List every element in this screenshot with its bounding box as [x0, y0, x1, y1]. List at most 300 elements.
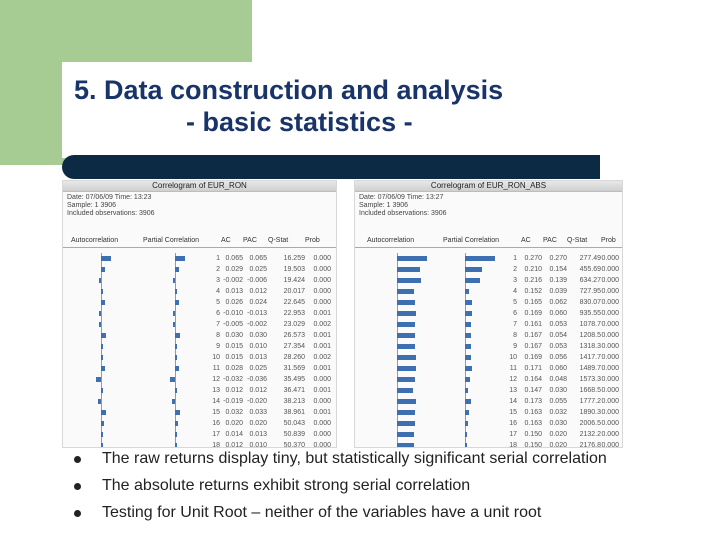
column-header: Autocorrelation [71, 237, 119, 244]
lag-cell: 14 [509, 398, 517, 405]
pac-cell: -0.002 [247, 321, 267, 328]
table-row [63, 341, 336, 352]
column-header: Partial Correlation [143, 237, 200, 244]
partial-correlation-bar [175, 267, 179, 272]
ac-cell: -0.019 [223, 398, 243, 405]
column-header: PAC [543, 237, 557, 244]
partial-correlation-bar [465, 399, 471, 404]
lag-cell: 8 [216, 332, 220, 339]
pac-cell: 0.030 [249, 332, 267, 339]
table-row [355, 352, 622, 363]
table-row [63, 253, 336, 264]
qstat-cell: 727.95 [579, 288, 601, 295]
ac-cell: 0.029 [225, 266, 243, 273]
partial-correlation-bar [465, 421, 468, 426]
table-row [355, 253, 622, 264]
pac-cell: 0.025 [249, 266, 267, 273]
prob-cell: 0.000 [313, 255, 331, 262]
autocorrelation-bar [101, 421, 104, 426]
panel-title: Correlogram of EUR_RON_ABS [355, 181, 622, 192]
prob-cell: 0.000 [601, 332, 619, 339]
autocorrelation-bar [101, 300, 105, 305]
prob-cell: 0.000 [601, 310, 619, 317]
lag-cell: 1 [216, 255, 220, 262]
autocorrelation-bar [397, 311, 416, 316]
qstat-cell: 1489.7 [579, 365, 601, 372]
lag-cell: 4 [216, 288, 220, 295]
lag-cell: 4 [513, 288, 517, 295]
pac-cell: 0.010 [249, 343, 267, 350]
column-header: AC [221, 237, 231, 244]
partial-correlation-bar [465, 322, 471, 327]
qstat-cell: 455.69 [579, 266, 601, 273]
partial-correlation-bar [175, 421, 178, 426]
table-row [355, 374, 622, 385]
pac-cell: 0.024 [249, 299, 267, 306]
qstat-cell: 1777.2 [579, 398, 601, 405]
partial-correlation-bar [465, 333, 471, 338]
qstat-cell: 19.503 [283, 266, 305, 273]
partial-correlation-bar [465, 344, 471, 349]
panel-meta [63, 192, 336, 218]
bullet-dot-icon [74, 510, 81, 517]
ac-cell: 0.150 [524, 442, 542, 448]
autocorrelation-bar [101, 256, 111, 261]
ac-cell: 0.167 [524, 343, 542, 350]
column-header: Autocorrelation [367, 237, 415, 244]
autocorrelation-bar [101, 432, 103, 437]
table-row [63, 374, 336, 385]
lag-cell: 10 [509, 354, 517, 361]
lag-cell: 1 [513, 255, 517, 262]
lag-cell: 6 [216, 310, 220, 317]
table-row [63, 429, 336, 440]
autocorrelation-bar [99, 322, 101, 327]
lag-cell: 7 [216, 321, 220, 328]
pac-cell: 0.054 [549, 332, 567, 339]
lag-cell: 8 [513, 332, 517, 339]
pac-cell: 0.065 [249, 255, 267, 262]
lag-cell: 16 [212, 420, 220, 427]
table-row [63, 385, 336, 396]
pac-cell: 0.053 [549, 321, 567, 328]
partial-correlation-bar [175, 256, 185, 261]
ac-cell: 0.165 [524, 299, 542, 306]
table-row [355, 297, 622, 308]
lag-cell: 14 [212, 398, 220, 405]
lag-cell: 12 [509, 376, 517, 383]
autocorrelation-bar [101, 410, 106, 415]
autocorrelation-bar [397, 366, 416, 371]
ac-cell: 0.028 [225, 365, 243, 372]
pac-cell: 0.053 [549, 343, 567, 350]
partial-correlation-bar [175, 300, 179, 305]
qstat-cell: 31.569 [283, 365, 305, 372]
autocorrelation-bar [101, 267, 105, 272]
lag-cell: 17 [212, 431, 220, 438]
table-row [355, 396, 622, 407]
bullet-text: Testing for Unit Root – neither of the variables have a unit root [102, 504, 542, 521]
ac-cell: 0.216 [524, 277, 542, 284]
correlogram-panel-eur-ron [62, 180, 337, 448]
autocorrelation-bar [397, 421, 415, 426]
panel-meta-line: Date: 07/06/09 Time: 13:27 [359, 194, 444, 201]
partial-correlation-bar [465, 289, 469, 294]
table-row [63, 330, 336, 341]
lag-cell: 12 [212, 376, 220, 383]
prob-cell: 0.000 [601, 398, 619, 405]
autocorrelation-bar [397, 300, 415, 305]
correlogram-panel-eur-ron-abs [354, 180, 623, 448]
bullet-text: The absolute returns exhibit strong serial correlation [102, 477, 471, 494]
header-rule [355, 247, 622, 248]
qstat-cell: 20.017 [283, 288, 305, 295]
pac-cell: 0.055 [549, 398, 567, 405]
qstat-cell: 1573.3 [579, 376, 601, 383]
table-row [355, 363, 622, 374]
qstat-cell: 1668.5 [579, 387, 601, 394]
qstat-cell: 26.573 [283, 332, 305, 339]
pac-cell: -0.036 [247, 376, 267, 383]
ac-cell: -0.002 [223, 277, 243, 284]
autocorrelation-bar [397, 289, 414, 294]
table-row [63, 297, 336, 308]
slide-title-line2: - basic statistics - [186, 107, 413, 137]
prob-cell: 0.000 [601, 277, 619, 284]
bullet-list [74, 448, 607, 529]
autocorrelation-bar [101, 366, 105, 371]
pac-cell: 0.030 [549, 420, 567, 427]
ac-cell: 0.150 [524, 431, 542, 438]
autocorrelation-bar [397, 355, 416, 360]
pac-cell: 0.032 [549, 409, 567, 416]
column-header: Q-Stat [567, 237, 588, 244]
header-rule [63, 247, 336, 248]
autocorrelation-bar [397, 333, 415, 338]
panel-meta-line: Date: 07/06/09 Time: 13:23 [67, 194, 152, 201]
lag-cell: 9 [216, 343, 220, 350]
prob-cell: 0.000 [601, 365, 619, 372]
qstat-cell: 38.213 [283, 398, 305, 405]
autocorrelation-bar [397, 399, 416, 404]
ac-cell: 0.020 [225, 420, 243, 427]
ac-cell: 0.147 [524, 387, 542, 394]
prob-cell: 0.000 [601, 387, 619, 394]
lag-cell: 15 [212, 409, 220, 416]
partial-correlation-bar [173, 322, 175, 327]
qstat-cell: 2176.8 [579, 442, 601, 448]
autocorrelation-bar [101, 344, 103, 349]
lag-cell: 10 [212, 354, 220, 361]
autocorrelation-bar [101, 333, 106, 338]
partial-correlation-bar [175, 344, 177, 349]
partial-correlation-bar [170, 377, 175, 382]
lag-cell: 11 [212, 365, 220, 372]
ac-cell: 0.171 [524, 365, 542, 372]
lag-cell: 2 [216, 266, 220, 273]
pac-cell: 0.056 [549, 354, 567, 361]
lag-cell: 3 [216, 277, 220, 284]
qstat-cell: 36.471 [283, 387, 305, 394]
autocorrelation-bar [397, 432, 414, 437]
partial-correlation-bar [465, 267, 482, 272]
qstat-cell: 2006.5 [579, 420, 601, 427]
qstat-cell: 16.259 [283, 255, 305, 262]
table-row [355, 264, 622, 275]
bullet-dot-icon [74, 483, 81, 490]
panel-meta-line: Included observations: 3906 [67, 210, 155, 217]
table-row [355, 407, 622, 418]
prob-cell: 0.001 [313, 332, 331, 339]
prob-cell: 0.000 [313, 420, 331, 427]
lag-cell: 15 [509, 409, 517, 416]
partial-correlation-bar [465, 366, 472, 371]
pac-cell: 0.013 [249, 431, 267, 438]
column-header: Prob [601, 237, 616, 244]
prob-cell: 0.002 [313, 354, 331, 361]
qstat-cell: 22.645 [283, 299, 305, 306]
pac-cell: 0.012 [249, 288, 267, 295]
pac-cell: 0.020 [549, 431, 567, 438]
panel-meta [355, 192, 622, 218]
table-row [355, 341, 622, 352]
lag-cell: 13 [509, 387, 517, 394]
ac-cell: 0.164 [524, 376, 542, 383]
autocorrelation-bar [101, 388, 103, 393]
partial-correlation-bar [465, 278, 480, 283]
table-row [355, 440, 622, 448]
prob-cell: 0.000 [601, 343, 619, 350]
qstat-cell: 830.07 [579, 299, 601, 306]
prob-cell: 0.000 [313, 277, 331, 284]
column-header: Prob [305, 237, 320, 244]
prob-cell: 0.001 [313, 365, 331, 372]
autocorrelation-bar [397, 410, 415, 415]
qstat-cell: 22.953 [283, 310, 305, 317]
prob-cell: 0.001 [313, 409, 331, 416]
autocorrelation-bar [397, 322, 415, 327]
ac-cell: 0.270 [524, 255, 542, 262]
partial-correlation-bar [465, 311, 472, 316]
pac-cell: 0.025 [249, 365, 267, 372]
prob-cell: 0.000 [313, 266, 331, 273]
table-row [355, 429, 622, 440]
qstat-cell: 28.260 [283, 354, 305, 361]
table-row [355, 319, 622, 330]
partial-correlation-bar [465, 300, 472, 305]
autocorrelation-bar [99, 278, 101, 283]
qstat-cell: 1318.3 [579, 343, 601, 350]
ac-cell: -0.005 [223, 321, 243, 328]
prob-cell: 0.000 [601, 354, 619, 361]
pac-cell: 0.033 [249, 409, 267, 416]
bullet-dot-icon [74, 456, 81, 463]
ac-cell: -0.032 [223, 376, 243, 383]
ac-cell: 0.173 [524, 398, 542, 405]
autocorrelation-bar [397, 278, 421, 283]
qstat-cell: 35.495 [283, 376, 305, 383]
lag-cell: 18 [212, 442, 220, 448]
ac-cell: 0.012 [225, 387, 243, 394]
prob-cell: 0.000 [601, 288, 619, 295]
ac-cell: 0.169 [524, 354, 542, 361]
partial-correlation-bar [175, 355, 177, 360]
lag-cell: 5 [216, 299, 220, 306]
slide-title-line1: 5. Data construction and analysis [74, 75, 504, 105]
ac-cell: 0.167 [524, 332, 542, 339]
partial-correlation-bar [175, 366, 179, 371]
autocorrelation-bar [99, 311, 101, 316]
partial-correlation-bar [175, 388, 177, 393]
partial-correlation-bar [465, 388, 468, 393]
lag-cell: 5 [513, 299, 517, 306]
pac-cell: 0.060 [549, 365, 567, 372]
prob-cell: 0.001 [313, 343, 331, 350]
lag-cell: 16 [509, 420, 517, 427]
autocorrelation-bar [96, 377, 101, 382]
pac-cell: -0.020 [247, 398, 267, 405]
column-header: Partial Correlation [443, 237, 500, 244]
slide-title [74, 74, 503, 138]
autocorrelation-bar [397, 344, 415, 349]
prob-cell: 0.000 [313, 442, 331, 448]
ac-cell: 0.015 [225, 354, 243, 361]
ac-cell: 0.015 [225, 343, 243, 350]
pac-cell: 0.020 [549, 442, 567, 448]
qstat-cell: 38.961 [283, 409, 305, 416]
prob-cell: 0.000 [313, 299, 331, 306]
lag-cell: 11 [509, 365, 517, 372]
ac-cell: 0.014 [225, 431, 243, 438]
table-row [63, 396, 336, 407]
table-row [355, 308, 622, 319]
lag-cell: 7 [513, 321, 517, 328]
lag-cell: 6 [513, 310, 517, 317]
table-row [355, 385, 622, 396]
prob-cell: 0.000 [601, 431, 619, 438]
bullet-item [74, 502, 607, 529]
ac-cell: 0.163 [524, 409, 542, 416]
ac-cell: 0.065 [225, 255, 243, 262]
table-row [355, 330, 622, 341]
pac-cell: 0.010 [249, 442, 267, 448]
pac-cell: 0.013 [249, 354, 267, 361]
column-header: PAC [243, 237, 257, 244]
autocorrelation-bar [397, 377, 415, 382]
qstat-cell: 634.27 [579, 277, 601, 284]
qstat-cell: 19.424 [283, 277, 305, 284]
lag-cell: 3 [513, 277, 517, 284]
qstat-cell: 1208.5 [579, 332, 601, 339]
autocorrelation-bar [98, 399, 101, 404]
ac-cell: 0.012 [225, 442, 243, 448]
qstat-cell: 1890.3 [579, 409, 601, 416]
partial-correlation-bar [465, 410, 469, 415]
pac-cell: 0.270 [549, 255, 567, 262]
autocorrelation-bar [397, 256, 427, 261]
pac-cell: 0.139 [549, 277, 567, 284]
panel-meta-line: Sample: 1 3906 [67, 202, 117, 209]
table-row [63, 352, 336, 363]
prob-cell: 0.000 [601, 442, 619, 448]
ac-cell: 0.030 [225, 332, 243, 339]
pac-cell: 0.020 [249, 420, 267, 427]
partial-correlation-bar [465, 256, 495, 261]
prob-cell: 0.000 [601, 376, 619, 383]
panel-meta-line: Sample: 1 3906 [359, 202, 409, 209]
pac-cell: 0.060 [549, 310, 567, 317]
partial-correlation-bar [465, 432, 467, 437]
panel-meta-line: Included observations: 3906 [359, 210, 447, 217]
ac-cell: 0.152 [524, 288, 542, 295]
pac-cell: 0.039 [549, 288, 567, 295]
ac-cell: 0.163 [524, 420, 542, 427]
table-row [355, 286, 622, 297]
qstat-cell: 935.55 [579, 310, 601, 317]
partial-correlation-bar [175, 289, 177, 294]
autocorrelation-bar [397, 267, 420, 272]
prob-cell: 0.000 [601, 420, 619, 427]
qstat-cell: 1417.7 [579, 354, 601, 361]
partial-correlation-bar [172, 399, 175, 404]
prob-cell: 0.001 [313, 387, 331, 394]
ac-cell: 0.026 [225, 299, 243, 306]
table-row [63, 319, 336, 330]
prob-cell: 0.000 [601, 255, 619, 262]
bullet-item [74, 448, 607, 475]
bullet-item [74, 475, 607, 502]
prob-cell: 0.000 [601, 321, 619, 328]
bullet-text: The raw returns display tiny, but statistically significant serial correlation [102, 450, 607, 467]
panel-title: Correlogram of EUR_RON [63, 181, 336, 192]
ac-cell: 0.210 [524, 266, 542, 273]
table-row [63, 308, 336, 319]
ac-cell: -0.010 [223, 310, 243, 317]
table-row [355, 275, 622, 286]
table-row [63, 407, 336, 418]
pac-cell: 0.030 [549, 387, 567, 394]
column-header: Q-Stat [268, 237, 289, 244]
table-row [63, 418, 336, 429]
qstat-cell: 2132.2 [579, 431, 601, 438]
pac-cell: 0.154 [549, 266, 567, 273]
prob-cell: 0.000 [313, 398, 331, 405]
partial-correlation-bar [173, 278, 175, 283]
qstat-cell: 50.839 [283, 431, 305, 438]
pac-cell: 0.012 [249, 387, 267, 394]
autocorrelation-bar [397, 388, 413, 393]
partial-correlation-bar [175, 333, 180, 338]
partial-correlation-bar [465, 355, 471, 360]
autocorrelation-bar [101, 289, 103, 294]
qstat-cell: 27.354 [283, 343, 305, 350]
lag-cell: 2 [513, 266, 517, 273]
qstat-cell: 23.029 [283, 321, 305, 328]
prob-cell: 0.000 [601, 299, 619, 306]
prob-cell: 0.000 [313, 376, 331, 383]
ac-cell: 0.032 [225, 409, 243, 416]
table-row [63, 286, 336, 297]
table-row [63, 264, 336, 275]
table-row [63, 275, 336, 286]
table-row [355, 418, 622, 429]
lag-cell: 9 [513, 343, 517, 350]
ac-cell: 0.161 [524, 321, 542, 328]
pac-cell: 0.048 [549, 376, 567, 383]
qstat-cell: 1078.7 [579, 321, 601, 328]
partial-correlation-bar [465, 377, 470, 382]
ac-cell: 0.169 [524, 310, 542, 317]
